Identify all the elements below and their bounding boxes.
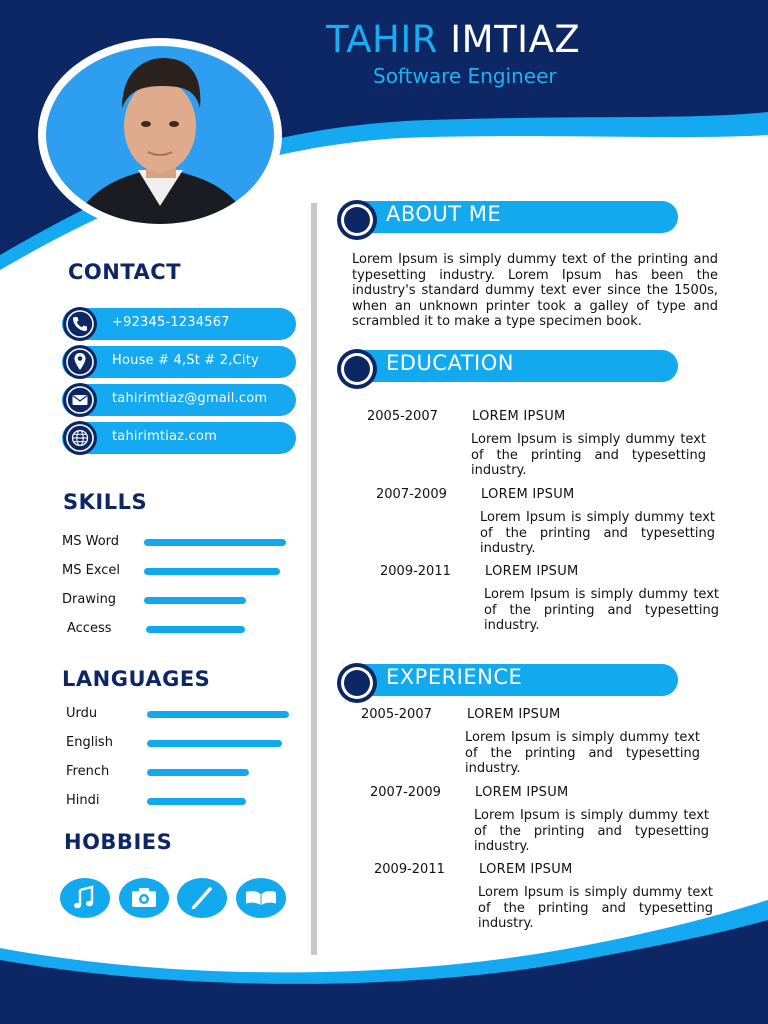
education-heading: EDUCATION [386,351,514,375]
first-name: TAHIR [326,18,438,61]
experience-title: LOREM IPSUM [479,862,573,877]
experience-heading: EXPERIENCE [386,665,523,689]
experience-title: LOREM IPSUM [475,785,569,800]
education-title: LOREM IPSUM [481,487,575,502]
education-desc: Lorem Ipsum is simply dummy text of the printing and typesetting industry. [484,587,719,633]
experience-section-header [336,662,678,698]
contact-heading: CONTACT [68,260,182,284]
language-bar [147,769,249,776]
language-bar [147,740,282,747]
about-heading: ABOUT ME [386,202,502,226]
skill-label: MS Excel [62,563,121,578]
about-text: Lorem Ipsum is simply dummy text of the printing and typesetting industry. Lorem Ipsum has been the industry's standard dummy text ever since the 1500s, when an unknown printer took a galley of type and scrambled it to make a type specimen book. [352,252,718,329]
email-text: tahirimtiaz@gmail.com [112,391,268,406]
experience-title: LOREM IPSUM [467,707,561,722]
phone-icon [62,306,98,342]
contact-email[interactable] [62,384,296,416]
skill-label: Access [67,621,112,636]
profile-photo [38,38,282,232]
email-icon [62,382,98,418]
skill-bar [146,626,245,633]
phone-text: +92345-1234567 [112,315,230,330]
contact-address[interactable] [62,346,296,378]
location-pin-icon [62,344,98,380]
last-name: IMTIAZ [450,18,581,61]
language-label: French [66,764,110,779]
language-bar [147,798,246,805]
education-desc: Lorem Ipsum is simply dummy text of the printing and typesetting industry. [480,510,715,556]
education-years: 2009-2011 [380,564,451,579]
book-icon [236,878,286,918]
camera-icon [119,878,169,918]
language-bar [147,711,289,718]
address-text: House # 4,St # 2,City [112,353,259,368]
skill-bar [144,568,280,575]
education-desc: Lorem Ipsum is simply dummy text of the printing and typesetting industry. [471,432,706,478]
education-title: LOREM IPSUM [472,409,566,424]
pencil-icon [177,878,227,918]
contact-website[interactable] [62,422,296,454]
language-label: Urdu [66,706,98,721]
education-years: 2007-2009 [376,487,447,502]
name-heading [326,18,580,61]
experience-desc: Lorem Ipsum is simply dummy text of the printing and typesetting industry. [478,885,713,931]
experience-years: 2007-2009 [370,785,441,800]
contact-phone[interactable] [62,308,296,340]
skill-label: MS Word [62,534,120,549]
job-title: Software Engineer [373,64,557,88]
website-text: tahirimtiaz.com [112,429,217,444]
section-bullet-icon [336,348,378,390]
section-bullet-icon [336,199,378,241]
column-divider [311,203,317,955]
language-label: English [66,735,113,750]
experience-desc: Lorem Ipsum is simply dummy text of the printing and typesetting industry. [465,730,700,776]
skill-label: Drawing [62,592,117,607]
music-note-icon [60,878,110,918]
experience-desc: Lorem Ipsum is simply dummy text of the printing and typesetting industry. [474,808,709,854]
globe-icon [62,420,98,456]
skills-heading: SKILLS [63,490,148,514]
about-section-header [336,199,678,235]
section-bullet-icon [336,662,378,704]
hobbies-heading: HOBBIES [64,830,173,854]
skill-bar [144,539,286,546]
experience-years: 2009-2011 [374,862,445,877]
education-title: LOREM IPSUM [485,564,579,579]
languages-heading: LANGUAGES [62,667,211,691]
education-section-header [336,348,678,384]
skill-bar [144,597,246,604]
education-years: 2005-2007 [367,409,438,424]
language-label: Hindi [66,793,100,808]
experience-years: 2005-2007 [361,707,432,722]
